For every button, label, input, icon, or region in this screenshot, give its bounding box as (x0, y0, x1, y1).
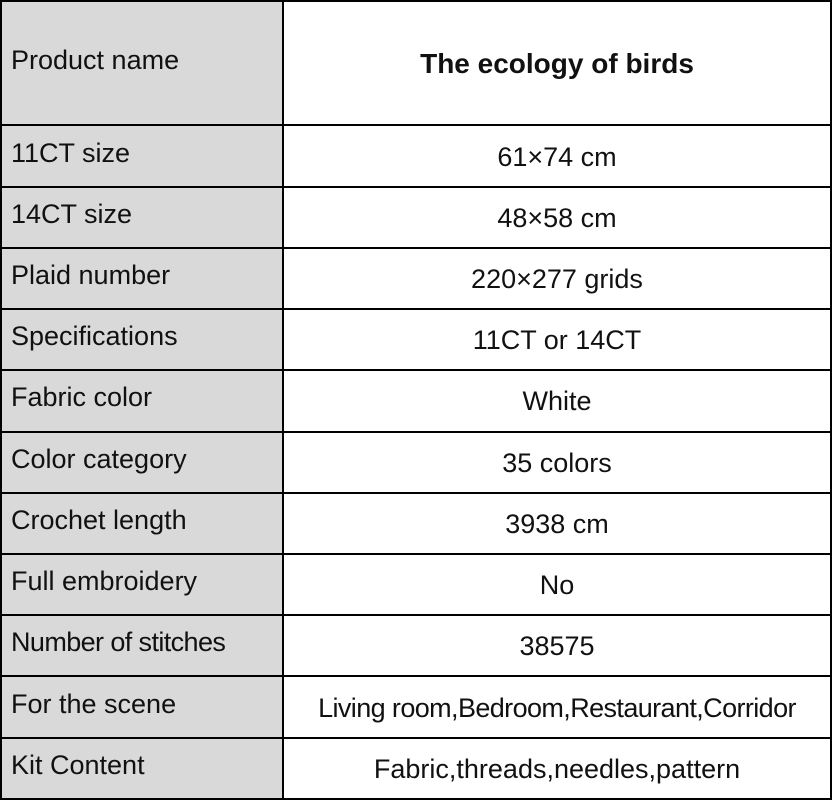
label-color-category: Color category (11, 443, 187, 474)
value-cell (283, 370, 831, 431)
table-row (1, 187, 831, 248)
label-cell (1, 248, 283, 309)
table-row (1, 554, 831, 615)
value-cell (283, 493, 831, 554)
label-plaid-number: Plaid number (11, 260, 171, 291)
table-row (1, 432, 831, 493)
label-cell (1, 738, 283, 799)
table-row (1, 309, 831, 370)
label-full-embroidery: Full embroidery (11, 566, 198, 597)
value-plaid-number: 220×277 grids (471, 264, 643, 295)
label-for-the-scene: For the scene (11, 688, 177, 719)
value-full-embroidery: No (539, 570, 575, 601)
value-cell (283, 125, 831, 186)
label-cell (1, 370, 283, 431)
label-fabric-color: Fabric color (11, 382, 153, 413)
value-crochet-length: 3938 cm (505, 508, 609, 539)
label-cell (1, 309, 283, 370)
value-cell (283, 676, 831, 737)
value-cell (283, 248, 831, 309)
product-title: The ecology of birds (420, 48, 694, 80)
label-kit-content: Kit Content (11, 749, 145, 780)
table-row (1, 493, 831, 554)
value-cell (283, 738, 831, 799)
label-specifications: Specifications (11, 321, 178, 352)
label-cell (1, 554, 283, 615)
value-number-of-stitches: 38575 (519, 631, 595, 662)
label-cell (1, 676, 283, 737)
value-fabric-color: White (522, 386, 592, 417)
label-crochet-length: Crochet length (11, 504, 187, 535)
table-row (1, 370, 831, 431)
label-11ct-size: 11CT size (11, 137, 131, 168)
label-cell (1, 1, 283, 125)
value-14ct-size: 48×58 cm (497, 202, 617, 233)
value-cell (283, 1, 831, 125)
table-row (1, 125, 831, 186)
value-kit-content: Fabric,threads,needles,pattern (373, 753, 741, 784)
label-cell (1, 187, 283, 248)
table-row (1, 615, 831, 676)
label-cell (1, 493, 283, 554)
value-for-the-scene: Living room,Bedroom,Restaurant,Corridor (318, 692, 796, 723)
value-11ct-size: 61×74 cm (497, 141, 617, 172)
value-cell (283, 187, 831, 248)
value-cell (283, 615, 831, 676)
table-row-product-name (1, 1, 831, 125)
label-cell (1, 125, 283, 186)
label-cell (1, 432, 283, 493)
value-specifications: 11CT or 14CT (472, 325, 642, 356)
label-14ct-size: 14CT size (11, 198, 133, 229)
value-cell (283, 554, 831, 615)
table-row (1, 248, 831, 309)
label-product-name: Product name (11, 44, 180, 75)
value-color-category: 35 colors (502, 447, 612, 478)
value-cell (283, 432, 831, 493)
label-cell (1, 615, 283, 676)
table-row (1, 676, 831, 737)
table-row (1, 738, 831, 799)
value-cell (283, 309, 831, 370)
label-number-of-stitches: Number of stitches (11, 627, 226, 658)
